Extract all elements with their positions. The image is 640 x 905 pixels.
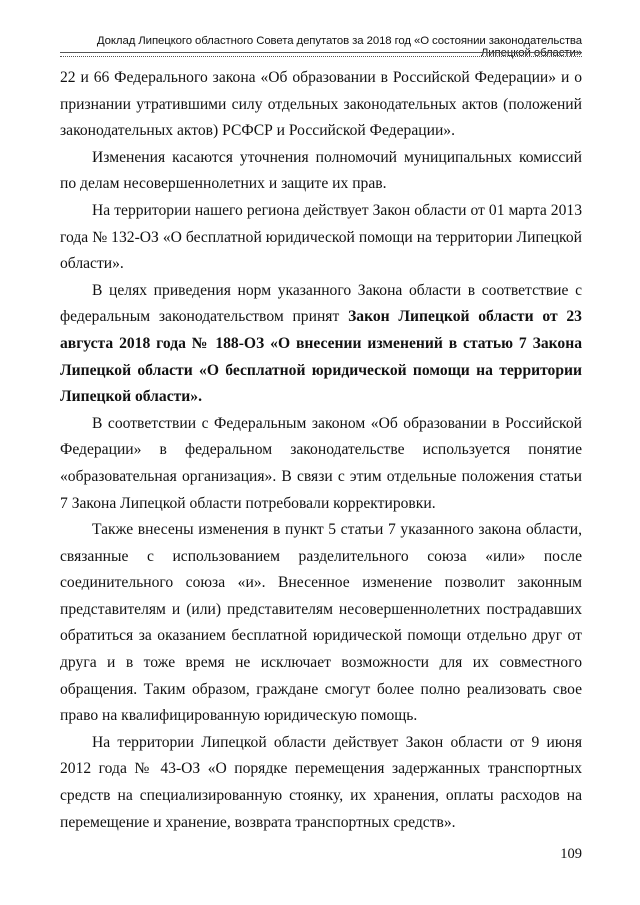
paragraph: На территории нашего региона действует Закон области от 01 марта 2013 года № 132-ОЗ «О бесплатной юридической помощи на территории Липецкой области». <box>60 201 582 273</box>
paragraph-text: В целях приведения норм указанного Закона области в соответствие с федеральным законодательством принят <box>60 281 582 326</box>
running-header: Доклад Липецкого областного Совета депутатов за 2018 год «О состоянии законодательства Липецкой области» <box>96 35 582 59</box>
paragraph: Изменения касаются уточнения полномочий муниципальных комиссий по делам несовершеннолетних и защите их прав. <box>60 148 582 193</box>
paragraph: Также внесены изменения в пункт 5 статьи 7 указанного закона области, связанные с использованием разделительного союза «или» после соединительного союза «и». Внесенное изменение позволит законным представителям и (или) представителям несовершеннолетних пострадавших обратиться за оказанием бесплатной юридической помощи отдельно друг от друга и в тоже время не исключает возможности для их совместного обращения. Таким образом, граждане смогут более полно реализовать свое право на квалифицированную юридическую помощь. <box>60 521 582 725</box>
document-body <box>60 65 582 836</box>
paragraph <box>60 278 582 411</box>
law-title-bold: Закон Липецкой области от 23 августа 2018 года № 188-ОЗ «О внесении изменений в статью 7 Закона Липецкой области «О бесплатной юридической помощи на территории Липецкой области». <box>60 308 582 406</box>
header-rule <box>60 52 582 57</box>
paragraph-continuation: 22 и 66 Федерального закона «Об образовании в Российской Федерации» и о признании утратившими силу отдельных законодательных актов (положений законодательных актов) РСФСР и Российской Федерации». <box>60 69 582 140</box>
page-number: 109 <box>560 846 582 862</box>
paragraph: В соответствии с Федеральным законом «Об образовании в Российской Федерации» в федеральном законодательстве используется понятие «образовательная организация». В связи с этим отдельные положения статьи 7 Закона Липецкой области потребовали корректировки. <box>60 414 582 512</box>
paragraph: На территории Липецкой области действует Закон области от 9 июня 2012 года № 43-ОЗ «О порядке перемещения задержанных транспортных средств на специализированную стоянку, их хранения, оплаты расходов на перемещение и хранение, возврата транспортных средств». <box>60 733 582 831</box>
